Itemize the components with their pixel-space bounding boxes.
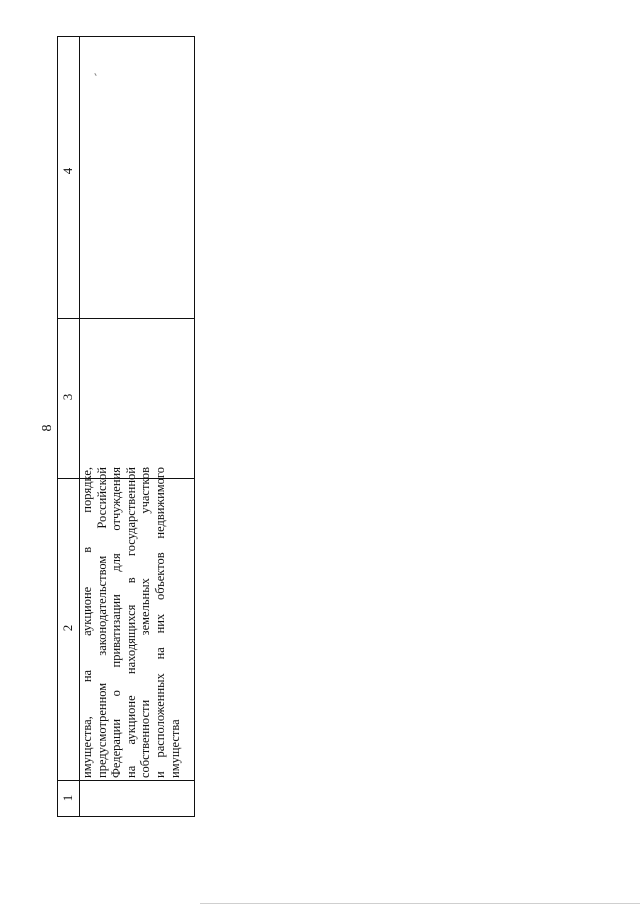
- row-description-line: Федерации о приватизации для отчуждения: [109, 467, 124, 778]
- row-description-line: собственности земельных участков: [138, 467, 153, 778]
- column-divider-1-2: [57, 780, 195, 781]
- row-description-line: имущества: [167, 719, 182, 778]
- column-number-2: 2: [60, 624, 75, 632]
- row-description-line: имущества, на аукционе в порядке,: [80, 467, 94, 778]
- scan-edge-line: [200, 903, 640, 904]
- column-number-1: 1: [60, 794, 75, 802]
- row-description-line: на аукционе находящихся в государственной: [123, 467, 138, 778]
- column-number-3: 3: [60, 393, 75, 401]
- row-description-line: и расположенных на них объектов недвижимого: [152, 467, 167, 778]
- row-description-line: предусмотренном законодательством Российской: [94, 467, 109, 778]
- column-divider-3-4: [57, 318, 195, 319]
- row-description: [80, 467, 182, 778]
- column-number-4: 4: [60, 167, 75, 175]
- page-number: 8: [40, 424, 55, 432]
